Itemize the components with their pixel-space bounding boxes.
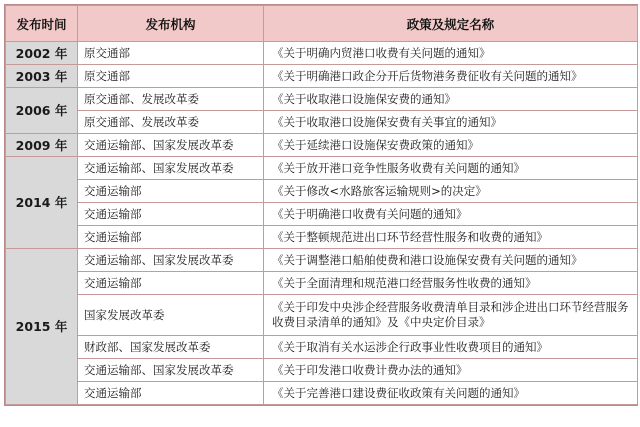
policy-cell: 《关于印发中央涉企经营服务收费清单目录和涉企进出口环节经营服务收费目录清单的通知》及《中央定价目录》 <box>264 295 638 336</box>
year-cell: 2014 年 <box>6 157 78 249</box>
policy-cell: 《关于全面清理和规范港口经营服务性收费的通知》 <box>264 272 638 295</box>
table-header-row <box>6 6 638 42</box>
policy-cell: 《关于明确内贸港口收费有关问题的通知》 <box>264 42 638 65</box>
table-row <box>6 295 638 336</box>
org-cell: 原交通部、发展改革委 <box>78 88 264 111</box>
table-row <box>6 249 638 272</box>
org-cell: 原交通部 <box>78 42 264 65</box>
header-release-org: 发布机构 <box>78 6 264 42</box>
org-cell: 交通运输部 <box>78 180 264 203</box>
year-cell: 2009 年 <box>6 134 78 157</box>
policy-cell: 《关于明确港口收费有关问题的通知》 <box>264 203 638 226</box>
org-cell: 交通运输部、国家发展改革委 <box>78 359 264 382</box>
table-row <box>6 134 638 157</box>
policy-table <box>5 5 638 405</box>
org-cell: 交通运输部 <box>78 203 264 226</box>
header-release-time: 发布时间 <box>6 6 78 42</box>
policy-cell: 《关于取消有关水运涉企行政事业性收费项目的通知》 <box>264 336 638 359</box>
table-row <box>6 157 638 180</box>
table-row <box>6 336 638 359</box>
year-cell: 2003 年 <box>6 65 78 88</box>
table-row <box>6 359 638 382</box>
table-row <box>6 42 638 65</box>
org-cell: 交通运输部 <box>78 226 264 249</box>
policy-cell: 《关于延续港口设施保安费政策的通知》 <box>264 134 638 157</box>
policy-cell: 《关于收取港口设施保安费的通知》 <box>264 88 638 111</box>
table-row <box>6 382 638 405</box>
org-cell: 原交通部 <box>78 65 264 88</box>
policy-cell: 《关于印发港口收费计费办法的通知》 <box>264 359 638 382</box>
policy-table-container <box>4 4 638 406</box>
policy-cell: 《关于修改<水路旅客运输规则>的决定》 <box>264 180 638 203</box>
table-row <box>6 226 638 249</box>
table-row <box>6 111 638 134</box>
org-cell: 交通运输部 <box>78 272 264 295</box>
policy-cell: 《关于明确港口政企分开后货物港务费征收有关问题的通知》 <box>264 65 638 88</box>
policy-cell: 《关于调整港口船舶使费和港口设施保安费有关问题的通知》 <box>264 249 638 272</box>
policy-cell: 《关于完善港口建设费征收政策有关问题的通知》 <box>264 382 638 405</box>
table-row <box>6 272 638 295</box>
org-cell: 财政部、国家发展改革委 <box>78 336 264 359</box>
org-cell: 交通运输部、国家发展改革委 <box>78 134 264 157</box>
policy-cell: 《关于整顿规范进出口环节经营性服务和收费的通知》 <box>264 226 638 249</box>
org-cell: 交通运输部、国家发展改革委 <box>78 157 264 180</box>
policy-cell: 《关于放开港口竞争性服务收费有关问题的通知》 <box>264 157 638 180</box>
policy-cell: 《关于收取港口设施保安费有关事宜的通知》 <box>264 111 638 134</box>
year-cell: 2006 年 <box>6 88 78 134</box>
table-row <box>6 203 638 226</box>
org-cell: 原交通部、发展改革委 <box>78 111 264 134</box>
year-cell: 2002 年 <box>6 42 78 65</box>
org-cell: 国家发展改革委 <box>78 295 264 336</box>
table-row <box>6 65 638 88</box>
org-cell: 交通运输部、国家发展改革委 <box>78 249 264 272</box>
table-row <box>6 180 638 203</box>
year-cell: 2015 年 <box>6 249 78 405</box>
header-policy-name: 政策及规定名称 <box>264 6 638 42</box>
table-row <box>6 88 638 111</box>
org-cell: 交通运输部 <box>78 382 264 405</box>
